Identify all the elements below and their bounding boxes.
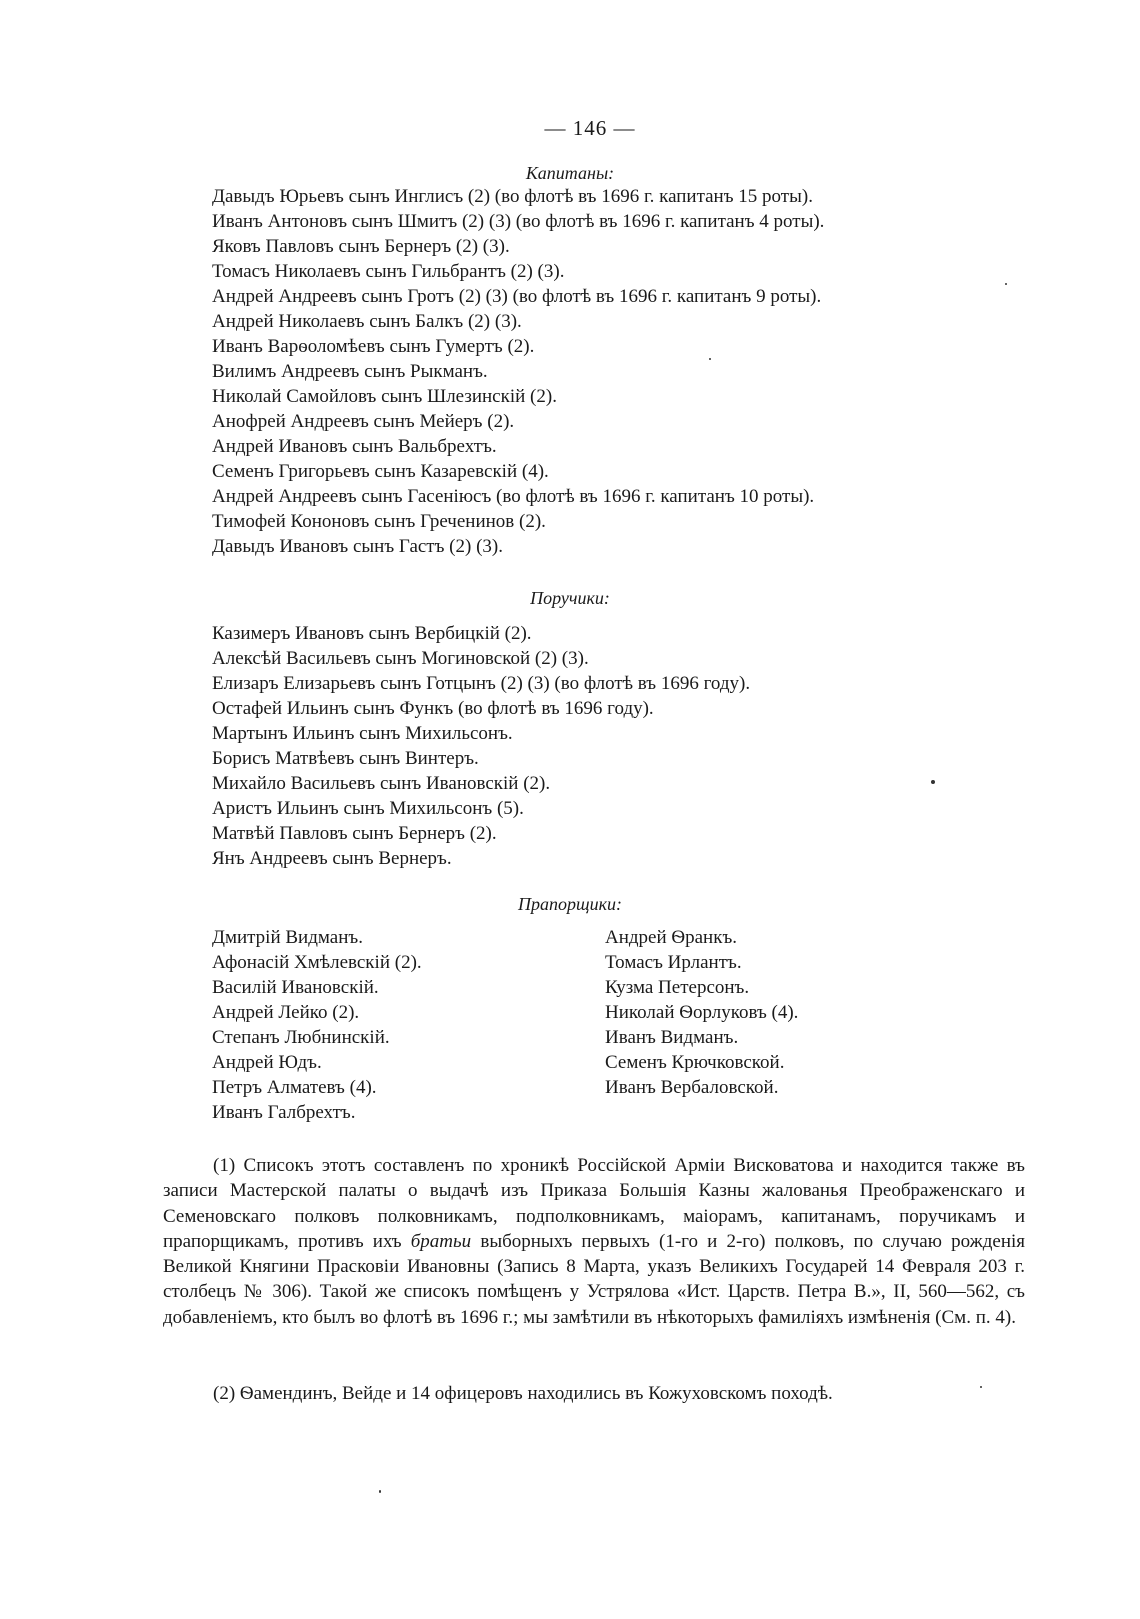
- lieutenants-heading: Поручики:: [530, 588, 610, 608]
- footnote-1-text-a: Списокъ этотъ составленъ по хроникѣ Россійской Арміи Висковатова и находится также въ записи Мастерской палаты о выдачѣ изъ Приказа Большія Казны жалованья Преображенскаго и Семеновскаго полковъ полковникамъ, подполковникамъ, маіорамъ, капитанамъ, поручикамъ и прапорщикамъ, противъ ихъ: [163, 1155, 1026, 1252]
- list-item: Янъ Андреевъ сынъ Вернеръ.: [212, 848, 452, 869]
- list-item: Василій Ивановскій.: [212, 977, 379, 998]
- list-item: Иванъ Антоновъ сынъ Шмитъ (2) (3) (во флотѣ въ 1696 г. капитанъ 4 роты).: [212, 211, 825, 232]
- list-item: Аристъ Ильинъ сынъ Михильсонъ (5).: [212, 798, 524, 819]
- footnote-2: [163, 1381, 1025, 1406]
- list-item: Остафей Ильинъ сынъ Функъ (во флотѣ въ 1696 году).: [212, 698, 654, 719]
- list-item: Казимеръ Ивановъ сынъ Вербицкій (2).: [212, 623, 532, 644]
- list-item: Иванъ Галбрехтъ.: [212, 1102, 356, 1123]
- list-item: Андрей Андреевъ сынъ Гротъ (2) (3) (во флотѣ въ 1696 г. капитанъ 9 роты).: [212, 286, 822, 307]
- list-item: Алексѣй Васильевъ сынъ Могиновской (2) (3).: [212, 648, 589, 669]
- list-item: Мартынъ Ильинъ сынъ Михильсонъ.: [212, 723, 513, 744]
- list-item: Семенъ Крючковской.: [605, 1052, 785, 1073]
- list-item: Михайло Васильевъ сынъ Ивановскій (2).: [212, 773, 551, 794]
- footnote-1-number: (1): [213, 1155, 236, 1176]
- page-number: — 146 —: [544, 116, 636, 140]
- list-item: Андрей Андреевъ сынъ Гасеніюсъ (во флотѣ въ 1696 г. капитанъ 10 роты).: [212, 486, 815, 507]
- ensigns-left-column: [212, 925, 422, 1125]
- list-item: Николай Самойловъ сынъ Шлезинскій (2).: [212, 386, 557, 407]
- list-item: Яковъ Павловъ сынъ Бернеръ (2) (3).: [212, 236, 510, 257]
- captains-list: [212, 184, 824, 559]
- scan-speck: [709, 358, 711, 360]
- list-item: Иванъ Видманъ.: [605, 1027, 739, 1048]
- list-item: Вилимъ Андреевъ сынъ Рыкманъ.: [212, 361, 488, 382]
- list-item: Николай Ѳорлуковъ (4).: [605, 1002, 799, 1023]
- ensigns-right-column: [605, 925, 798, 1100]
- list-item: Семенъ Григорьевъ сынъ Казаревскій (4).: [212, 461, 549, 482]
- list-item: Томасъ Николаевъ сынъ Гильбрантъ (2) (3).: [212, 261, 565, 282]
- list-item: Иванъ Варѳоломѣевъ сынъ Гумертъ (2).: [212, 336, 535, 357]
- list-item: Андрей Ивановъ сынъ Вальбрехтъ.: [212, 436, 497, 457]
- footnote-1-italic: братьи: [410, 1230, 472, 1252]
- scan-speck: [980, 1386, 982, 1388]
- list-item: Давыдъ Юрьевъ сынъ Инглисъ (2) (во флотѣ въ 1696 г. капитанъ 15 роты).: [212, 186, 813, 207]
- footnote-2-number: (2): [213, 1383, 236, 1404]
- scan-speck: [1005, 283, 1007, 285]
- footnote-1-text-b: выборныхъ первыхъ (1-го и 2-го) полковъ, по случаю рожденія Великой Княгини Прасковіи Ивановны (Запись 8 Марта, указъ Великихъ Государей 14 Февраля 203 г. столбецъ № 306). Такой же списокъ помѣщенъ у Устрялова «Ист. Царств. Петра В.», II, 560—562, съ добавленіемъ, кто былъ во флотѣ въ 1696 г.; мы замѣтили въ нѣкоторыхъ фамиліяхъ измѣненія (См. п. 4).: [163, 1230, 1026, 1328]
- list-item: Андрей Ѳранкъ.: [605, 927, 738, 948]
- list-item: Степанъ Любнинскій.: [212, 1027, 390, 1048]
- captains-heading: Капитаны:: [525, 163, 615, 183]
- list-item: Давыдъ Ивановъ сынъ Гастъ (2) (3).: [212, 536, 503, 557]
- list-item: Елизаръ Елизарьевъ сынъ Готцынъ (2) (3) (во флотѣ въ 1696 году).: [212, 673, 751, 694]
- list-item: Дмитрій Видманъ.: [212, 927, 363, 948]
- list-item: Тимофей Кононовъ сынъ Греченинов (2).: [212, 511, 546, 532]
- list-item: Андрей Лейко (2).: [212, 1002, 360, 1023]
- list-item: Андрей Юдъ.: [212, 1052, 322, 1073]
- list-item: Петръ Алматевъ (4).: [212, 1077, 377, 1098]
- list-item: Афонасій Хмѣлевскій (2).: [212, 952, 422, 973]
- list-item: Иванъ Вербаловской.: [605, 1077, 779, 1098]
- list-item: Анофрей Андреевъ сынъ Мейеръ (2).: [212, 411, 515, 432]
- footnote-1: [163, 1153, 1025, 1330]
- scan-speck: [931, 780, 935, 784]
- list-item: Андрей Николаевъ сынъ Балкъ (2) (3).: [212, 311, 522, 332]
- list-item: Борисъ Матвѣевъ сынъ Винтеръ.: [212, 748, 479, 769]
- scan-speck: [379, 1490, 381, 1493]
- list-item: Томасъ Ирлантъ.: [605, 952, 742, 973]
- lieutenants-list: [212, 621, 750, 871]
- list-item: Матвѣй Павловъ сынъ Бернеръ (2).: [212, 823, 497, 844]
- footnote-2-text: Ѳамендинъ, Вейде и 14 офицеровъ находились въ Кожуховскомъ походѣ.: [239, 1383, 833, 1404]
- list-item: Кузма Петерсонъ.: [605, 977, 750, 998]
- ensigns-heading: Прапорщики:: [517, 894, 622, 914]
